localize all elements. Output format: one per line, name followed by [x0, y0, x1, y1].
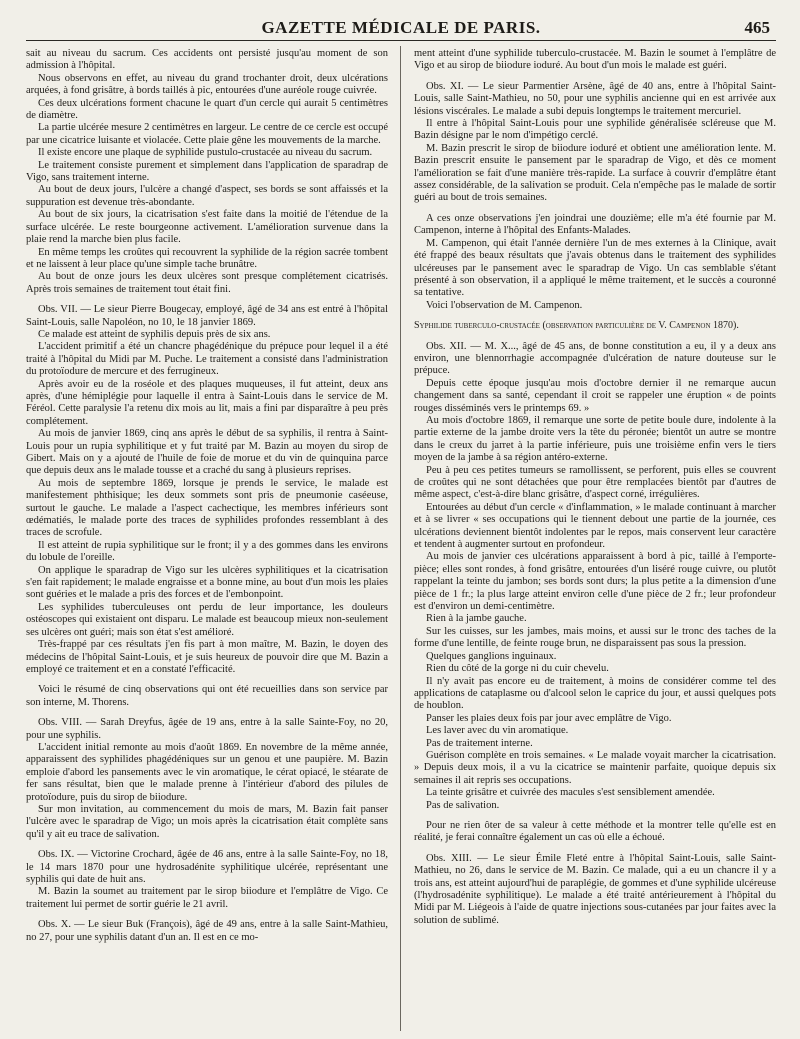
paragraph: En même temps les croûtes qui recouvrent la syphilide de la région sacrée tombent et ne laissent à leur place qu'une simple tache brunâtre. — [26, 246, 388, 270]
paragraph: A ces onze observations j'en joindrai une douzième; elle m'a été fournie par M. Campenon, interne à l'hôpital des Enfants-Malades. — [414, 212, 776, 237]
paragraph: Les syphilides tuberculeuses ont perdu de leur importance, les douleurs ostéoscopes qui existaient ont disparu. Le malade est beaucoup mieux non-seulement ses ulcères ont guéri; mais son état s'est amélioré. — [26, 601, 388, 638]
paragraph: Ces deux ulcérations forment chacune le quart d'un cercle qui aurait 5 centimètres de diamètre. — [26, 97, 388, 122]
paragraph: Très-frappé par ces résultats j'en fis part à mon maître, M. Bazin, le doyen des médecins de l'hôpital Saint-Louis, et je suis heureux de pouvoir dire que M. Bazin a employé ce traitement et en a constaté l'efficacité. — [26, 639, 388, 675]
paragraph: Au bout de deux jours, l'ulcère a changé d'aspect, ses bords se sont affaissés et la suppuration est devenue très-abondante. — [26, 184, 388, 208]
paragraph: ment atteint d'une syphilide tuberculo-crustacée. M. Bazin le soumet à l'emplâtre de Vigo et au sirop de biiodure ioduré. Au bout d'un mois le malade est guéri. — [414, 48, 776, 72]
running-title: GAZETTE MÉDICALE DE PARIS. — [261, 18, 541, 37]
paragraph: Au mois de janvier ces ulcérations apparaissent à bord à pic, taillé à l'emporte-pièce; elles sont rondes, à fond grisâtre, entourées d'un liséré rouge cuivre, ou plutôt rappelant la teinte du jambon; ses bords sont durs; la plus petite a la dimension d'une pièce de 1 fr.; la plus large atteint environ celle d'une pièce de 2 fr.; leur profondeur est d'environ un demi-centimètre. — [414, 551, 776, 613]
observation-heading-paragraph: Obs. IX. — Victorine Crochard, âgée de 46 ans, entre à la salle Sainte-Foy, no 18, le 14 mars 1870 pour une hydrosadénite syphilitique ulcérée, représentant une syphilis qui date de huit ans. — [26, 849, 388, 885]
paragraph: Il entre à l'hôpital Saint-Louis pour une syphilide généralisée scléreuse que M. Bazin désigne par le nom d'impétigo cerclé. — [414, 118, 776, 142]
paragraph: sait au niveau du sacrum. Ces accidents ont persisté jusqu'au moment de son admission à l'hôpital. — [26, 48, 388, 72]
paragraph: Pour ne rien ôter de sa valeur à cette méthode et la montrer telle qu'elle est en réalité, je ferai connaître également un cas où elle a échoué. — [414, 819, 776, 844]
paragraph: L'accident initial remonte au mois d'août 1869. En novembre de la même année, apparaissent des syphilides phagédéniques sur un genou et une paupière. M. Bazin emploie d'abord les pansements avec le vin aromatique, le cérat opiacé, le stéarate de fer sans résultat, bien que le malade prenne à l'intérieur d'abord des pilules de protoïodure, puis du sirop de biiodure. — [26, 741, 388, 803]
paragraph: Rien à la jambe gauche. — [426, 613, 527, 625]
paragraph: Il est atteint de rupia syphilitique sur le front; il y a des gommes dans les environs du lobule de l'oreille. — [26, 539, 388, 564]
paragraph: L'accident primitif a été un chancre phagédénique du prépuce pour lequel il a été traité à l'hôpital du Midi par M. Puche. Le traitement a consisté dans l'administration du protoïodure de mercure et des ferrugineux. — [26, 341, 388, 378]
paragraph: M. Campenon, qui était l'année dernière l'un de mes externes à la Clinique, avait été frappé des beaux résultats que j'avais obtenus dans le traitement des syphilides ulcéreuses par le pansement avec le sparadrap de Vigo. Un cas semblable s'étant présenté à son observation, il a appliqué le même traitement, et le succès a couronné sa tentative. — [414, 237, 776, 299]
paragraph: Il existe encore une plaque de syphilide pustulo-crustacée au niveau du sacrum. — [38, 147, 373, 159]
observation-heading-paragraph: Obs. XI. — Le sieur Parmentier Arsène, âgé de 40 ans, entre à l'hôpital Saint-Louis, salle Saint-Mathieu, no 50, pour une syphilis ancienne qui en est arrivée aux lésions viscérales. Le malade a subi depuis longtemps le traitement mercuriel. — [414, 80, 776, 117]
page-number: 465 — [744, 18, 770, 37]
paragraph: Pas de salivation. — [426, 799, 500, 811]
paragraph: Sur les cuisses, sur les jambes, mais moins, et aussi sur le tronc des taches de la forme d'une lentille, de feinte rouge brun, ne disparaissent pas sous la pression. — [414, 625, 776, 650]
paragraph: Après avoir eu de la roséole et des plaques muqueuses, il fut atteint, deux ans après, d'une hémiplégie pour laquelle il entra à Saint-Louis dans le service de M. Féréol. Cette paralysie l'a retenu dix mois au lit, mais a fini par disparaître à peu près complétement. — [26, 378, 388, 427]
paragraph: Quelques ganglions inguinaux. — [426, 650, 557, 662]
paragraph: Sur mon invitation, au commencement du mois de mars, M. Bazin fait panser l'ulcère avec le sparadrap de Vigo; un mois après la cicatrisation était complète sans qu'il y ait eu trace de salivation. — [26, 803, 388, 840]
paragraph: Depuis cette époque jusqu'au mois d'octobre dernier il ne remarque aucun changement dans sa santé, cependant il croit se rappeler une éruption « de points rouges disséminés vers le printemps 69. » — [414, 377, 776, 414]
paragraph: La partie ulcérée mesure 2 centimètres en largeur. Le centre de ce cercle est occupé par une cicatrice luisante et violacée. Cette plaie gêne les mouvements de la marche. — [26, 122, 388, 146]
paragraph: M. Bazin prescrit le sirop de biiodure ioduré et obtient une amélioration lente. M. Bazin prescrit ensuite le pansement par le sparadrap de Vigo, et dès ce moment l'amélioration se fait d'une manière très-rapide. La surface à couvrir d'emplâtre étant assez considérable, de la salivation se produit. Cela n'empêche pas le malade de sortir guéri au bout de trois semaines. — [414, 142, 776, 204]
paragraph: Pas de traitement interne. — [426, 737, 533, 749]
paragraph: Peu à peu ces petites tumeurs se ramollissent, se perforent, puis elles se couvrent de croûtes qui ne sont détachées que pour être remplacées bientôt par d'autres de même aspect, c'est-à-dire blanc grisâtre, d'aspect corné, irrégulières. — [414, 464, 776, 501]
paragraph: Panser les plaies deux fois par jour avec emplâtre de Vigo. — [426, 712, 672, 724]
paragraph: Au bout de six jours, la cicatrisation s'est faite dans la moitié de l'étendue de la surface ulcérée. Le reste bourgeonne activement. L'amélioration survenue dans la plaie rend la marche bien plus facile. — [26, 209, 388, 246]
paragraph: Au mois de septembre 1869, lorsque je prends le service, le malade est manifestement phthisique; les deux sommets sont pris de pneumonie caséeuse, surtout le gauche. Le malade a l'aspect cachectique, les membres inférieurs sont œdématiés, le malade porte des traces de syphilides profondes ressemblant à des traces de scrofule. — [26, 477, 388, 539]
paragraph: Ce malade est atteint de syphilis depuis près de six ans. — [38, 328, 271, 340]
left-column — [26, 48, 388, 1033]
observation-heading-paragraph: Obs. X. — Le sieur Buk (François), âgé de 49 ans, entre à la salle Saint-Mathieu, no 27, pour une syphilis datant d'un an. Il est en ce mo- — [26, 919, 388, 943]
observation-heading-paragraph: Obs. XIII. — Le sieur Émile Fleté entre à l'hôpital Saint-Louis, salle Saint-Mathieu, no 26, dans le service de M. Bazin. Ce malade, qui a eu un chancre il y a trois ans, est atteint aujourd'hui de paraplégie, de gommes et d'une syphilide ulcéreuse (l'hydrosadénite syphilitique). Le malade a été traité antérieurement à l'hôpital du Midi par M. Liégeois à l'aide de quatre injections sous-cutanées par jour faites avec la solution de sublimé. — [414, 852, 776, 926]
paragraph: Le traitement consiste purement et simplement dans l'application de sparadrap de Vigo, sans traitement interne. — [26, 159, 388, 184]
paragraph: On applique le sparadrap de Vigo sur les ulcères syphilitiques et la cicatrisation s'en fait rapidement; le malade engraisse et a bonne mine, au bout d'un mois les plaies sont guéries et le malade a pris des forces et de l'embonpoint. — [26, 564, 388, 601]
paragraph: Voici l'observation de M. Campenon. — [426, 299, 583, 311]
column-divider — [400, 46, 401, 1031]
paragraph: Les laver avec du vin aromatique. — [426, 725, 569, 737]
observation-heading-paragraph: Obs. XII. — M. X..., âgé de 45 ans, de bonne constitution a eu, il y a deux ans environ, une blennorrhagie accompagnée d'ulcération de nature douteuse sur le prépuce. — [414, 340, 776, 377]
right-column — [414, 48, 776, 1033]
paragraph: Rien du côté de la gorge ni du cuir chevelu. — [426, 663, 609, 675]
observation-heading-paragraph: Obs. VII. — Le sieur Pierre Bougecay, employé, âgé de 34 ans est entré à l'hôpital Saint-Louis, salle Napoléon, no 10, le 18 janvier 1869. — [26, 304, 388, 328]
paragraph: Au bout de onze jours les deux ulcères sont presque complétement cicatrisés. Après trois semaines de traitement tout était fini. — [26, 271, 388, 295]
paragraph: Voici le résumé de cinq observations qui ont été recueillies dans son service par son interne, M. Thorens. — [26, 684, 388, 708]
paragraph: Guérison complète en trois semaines. « Le malade voyait marcher la cicatrisation. » Depuis deux mois, il a vu la cicatrice se maintenir parfaite, quoique depuis six semaines il ait repris ses occupations. — [414, 749, 776, 786]
paragraph: Entourées au début d'un cercle « d'inflammation, » le malade continuant à marcher et à se livrer « ses occupations qui le tiennent debout une partie de la journée, ces ulcérations deviennent bientôt indolentes par le repos, mais conservent leur caractère et tendent à augmenter surtout en profondeur. — [414, 501, 776, 551]
observation-heading-paragraph: Obs. VIII. — Sarah Dreyfus, âgée de 19 ans, entre à la salle Sainte-Foy, no 20, pour une syphilis. — [26, 717, 388, 741]
page-header — [26, 14, 776, 41]
section-heading: Syphilide tuberculo-crustacée (observation particulière de V. Campenon 1870). — [414, 320, 739, 332]
paragraph: Au mois de janvier 1869, cinq ans après le début de sa syphilis, il rentra à Saint-Louis pour un rupia syphilitique et y fut traité par M. Bazin au moyen du sirop de Gibert. Mais on y a ajouté de l'huile de foie de morue et du vin de quinquina parce que depuis deux ans le malade tousse et a craché du sang à plusieurs reprises. — [26, 428, 388, 477]
paragraph: La teinte grisâtre et cuivrée des macules s'est sensiblement amendée. — [426, 787, 715, 799]
paragraph: Il n'y avait pas encore eu de traitement, à moins de considérer comme tel des applications de cataplasme ou d'alcool selon le caprice du jour, et aussi quelques pots de houblon. — [414, 675, 776, 712]
paragraph: Nous observons en effet, au niveau du grand trochanter droit, deux ulcérations arquées, à fond grisâtre, à bords taillés à pic, entourées d'une auréole rouge cuivrée. — [26, 72, 388, 97]
paragraph: Au mois d'octobre 1869, il remarque une sorte de petite boule dure, indolente à la partie externe de la jambe droite vers la tête du péronée; bientôt un autre se montre dans le creux du jarret à la partie inférieure, puis une troisième enfin vers le tiers moyen de la jambe à sa région antéro-externe. — [414, 414, 776, 464]
paragraph: M. Bazin la soumet au traitement par le sirop biiodure et l'emplâtre de Vigo. Ce traitement lui permet de sortir guérie le 21 avril. — [26, 886, 388, 910]
